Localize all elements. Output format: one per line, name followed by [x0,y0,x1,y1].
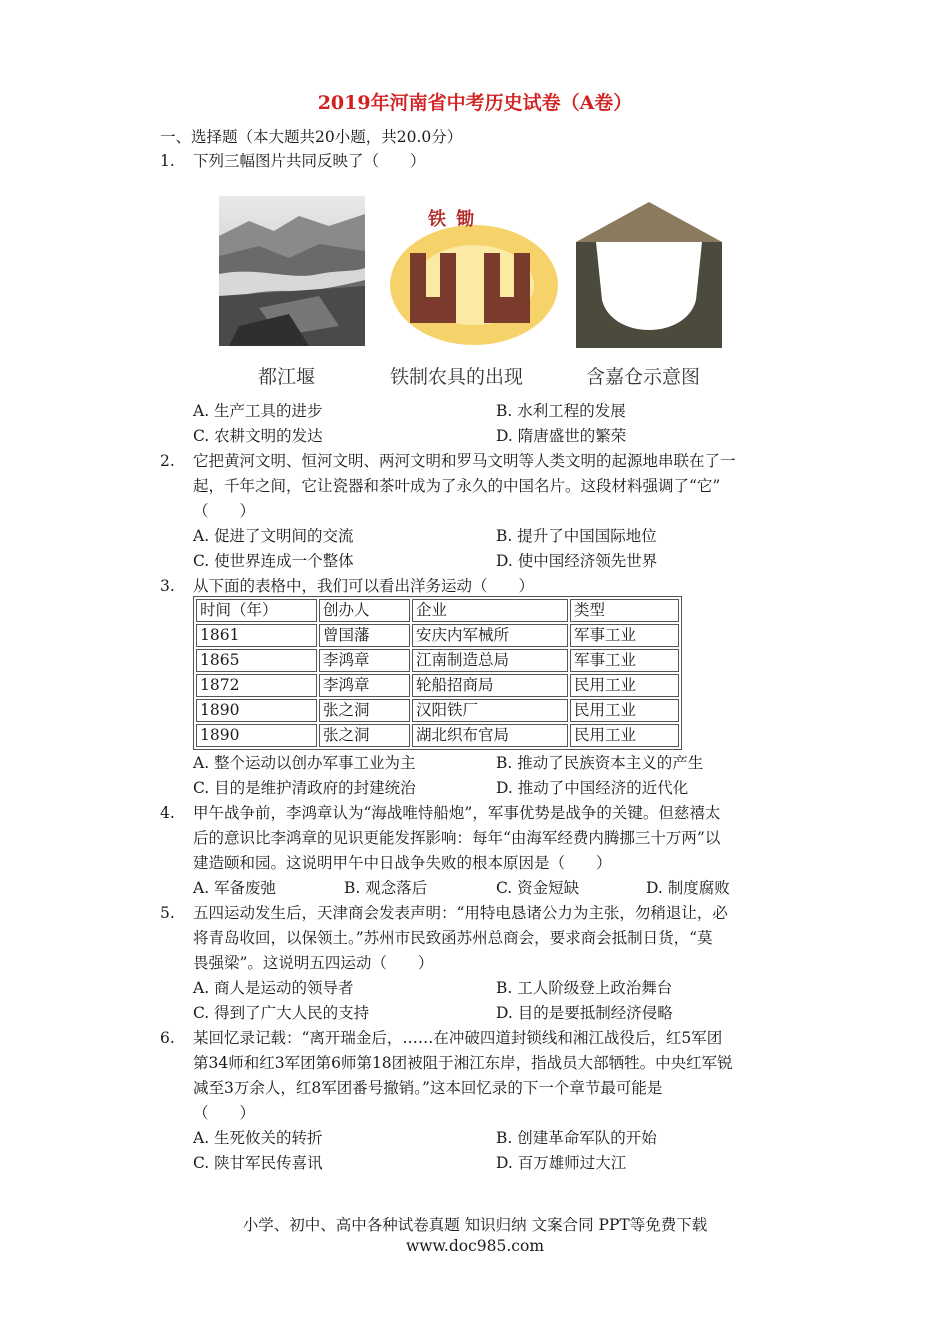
question-number: 1. [160,152,175,170]
table-header-row [196,599,679,622]
caption-iron-tools: 铁制农具的出现 [390,366,524,388]
table-row [196,724,679,747]
table-cell: 张之洞 [319,724,410,747]
footer-promo: 小学、初中、高中各种试卷真题 知识归纳 文案合同 PPT等免费下载 [242,1216,708,1234]
iron-tools-stamp: 铁锄 [428,209,484,230]
question-stem-line: 第34师和红3军团第6师第18团被阻于湘江东岸，指战员大部牺牲。中央红军锐 [193,1054,733,1072]
caption-granary: 含嘉仓示意图 [586,366,701,388]
question-stem: 下列三幅图片共同反映了（ ） [193,152,426,170]
option-d[interactable]: D. 使中国经济领先世界 [496,552,658,570]
option-a[interactable]: A. 生死攸关的转折 [193,1129,323,1147]
option-a[interactable]: A. 整个运动以创办军事工业为主 [193,754,416,772]
table-cell: 1872 [196,674,317,697]
table-row [196,649,679,672]
option-d[interactable]: D. 制度腐败 [646,879,730,897]
hanjia-granary-diagram [576,200,722,348]
table-header: 类型 [570,599,679,622]
option-c[interactable]: C. 目的是维护清政府的封建统治 [193,779,416,797]
table-cell: 李鸿章 [319,649,410,672]
question-stem-line: 将青岛收回，以保领土。”苏州市民致函苏州总商会，要求商会抵制日货，“莫 [193,929,713,947]
table-cell: 轮船招商局 [412,674,568,697]
option-b[interactable]: B. 工人阶级登上政治舞台 [496,979,673,997]
dujiangyan-photo [219,196,365,346]
question-number: 6. [160,1029,175,1047]
westernization-table [193,596,682,750]
table-cell: 江南制造总局 [412,649,568,672]
question-stem-line: 五四运动发生后，天津商会发表声明：“用特电恳诸公力为主张，勿稍退让，必 [193,904,728,922]
option-c[interactable]: C. 陕甘军民传喜讯 [193,1154,323,1172]
table-cell: 民用工业 [570,699,679,722]
option-b[interactable]: B. 推动了民族资本主义的产生 [496,754,704,772]
option-a[interactable]: A. 促进了文明间的交流 [193,527,354,545]
section-heading: 一、选择题（本大题共20小题，共20.0分） [160,128,463,146]
option-d[interactable]: D. 目的是要抵制经济侵略 [496,1004,673,1022]
table-row [196,699,679,722]
table-cell: 民用工业 [570,724,679,747]
question-stem-line: 减至3万余人，红8军团番号撤销。”这本回忆录的下一个章节最可能是 [193,1079,663,1097]
question-number: 5. [160,904,175,922]
question-stem-line: 它把黄河文明、恒河文明、两河文明和罗马文明等人类文明的起源地串联在了一 [193,452,736,470]
table-cell: 1890 [196,699,317,722]
table-cell: 1861 [196,624,317,647]
option-c[interactable]: C. 得到了广大人民的支持 [193,1004,370,1022]
question-stem-line: 甲午战争前，李鸿章认为“海战唯恃船炮”，军事优势是战争的关键。但慈禧太 [193,804,721,822]
table-cell: 1890 [196,724,317,747]
question-stem-line: （ ） [193,502,256,520]
table-header: 时间（年） [196,599,317,622]
question-stem: 从下面的表格中，我们可以看出洋务运动（ ） [193,577,535,595]
question-number: 3. [160,577,175,595]
question-number: 4. [160,804,175,822]
table-cell: 1865 [196,649,317,672]
table-cell: 安庆内军械所 [412,624,568,647]
question-stem-line: 后的意识比李鸿章的见识更能发挥影响：每年“由海军经费内腾挪三十万两”以 [193,829,721,847]
question-stem-line: 某回忆录记载：“离开瑞金后，……在冲破四道封锁线和湘江战役后，红5军团 [193,1029,723,1047]
question-stem-line: 起，千年之间，它让瓷器和茶叶成为了永久的中国名片。这段材料强调了“它” [193,477,721,495]
option-a[interactable]: A. 商人是运动的领导者 [193,979,354,997]
question-number: 2. [160,452,175,470]
option-d[interactable]: D. 百万雄师过大江 [496,1154,627,1172]
table-cell: 曾国藩 [319,624,410,647]
option-d[interactable]: D. 隋唐盛世的繁荣 [496,427,627,445]
table-cell: 李鸿章 [319,674,410,697]
table-row [196,624,679,647]
option-b[interactable]: B. 观念落后 [344,879,428,897]
table-header: 创办人 [319,599,410,622]
table-header: 企业 [412,599,568,622]
table-cell: 军事工业 [570,624,679,647]
exam-title: 2019年河南省中考历史试卷（A卷） [317,92,633,114]
footer-url[interactable]: www.doc985.com [405,1237,545,1255]
option-b[interactable]: B. 水利工程的发展 [496,402,626,420]
question-stem-line: 建造颐和园。这说明甲午中日战争失败的根本原因是（ ） [193,854,612,872]
option-c[interactable]: C. 农耕文明的发达 [193,427,323,445]
table-cell: 民用工业 [570,674,679,697]
option-b[interactable]: B. 提升了中国国际地位 [496,527,657,545]
table-cell: 汉阳铁厂 [412,699,568,722]
question-stem-line: （ ） [193,1104,256,1122]
option-a[interactable]: A. 生产工具的进步 [193,402,323,420]
table-cell: 军事工业 [570,649,679,672]
option-a[interactable]: A. 军备废弛 [193,879,277,897]
table-cell: 湖北织布官局 [412,724,568,747]
caption-dujiangyan: 都江堰 [258,366,316,388]
question-stem-line: 畏强梁”。这说明五四运动（ ） [193,954,434,972]
option-d[interactable]: D. 推动了中国经济的近代化 [496,779,689,797]
option-c[interactable]: C. 资金短缺 [496,879,580,897]
table-row [196,674,679,697]
option-c[interactable]: C. 使世界连成一个整体 [193,552,354,570]
table-cell: 张之洞 [319,699,410,722]
option-b[interactable]: B. 创建革命军队的开始 [496,1129,657,1147]
